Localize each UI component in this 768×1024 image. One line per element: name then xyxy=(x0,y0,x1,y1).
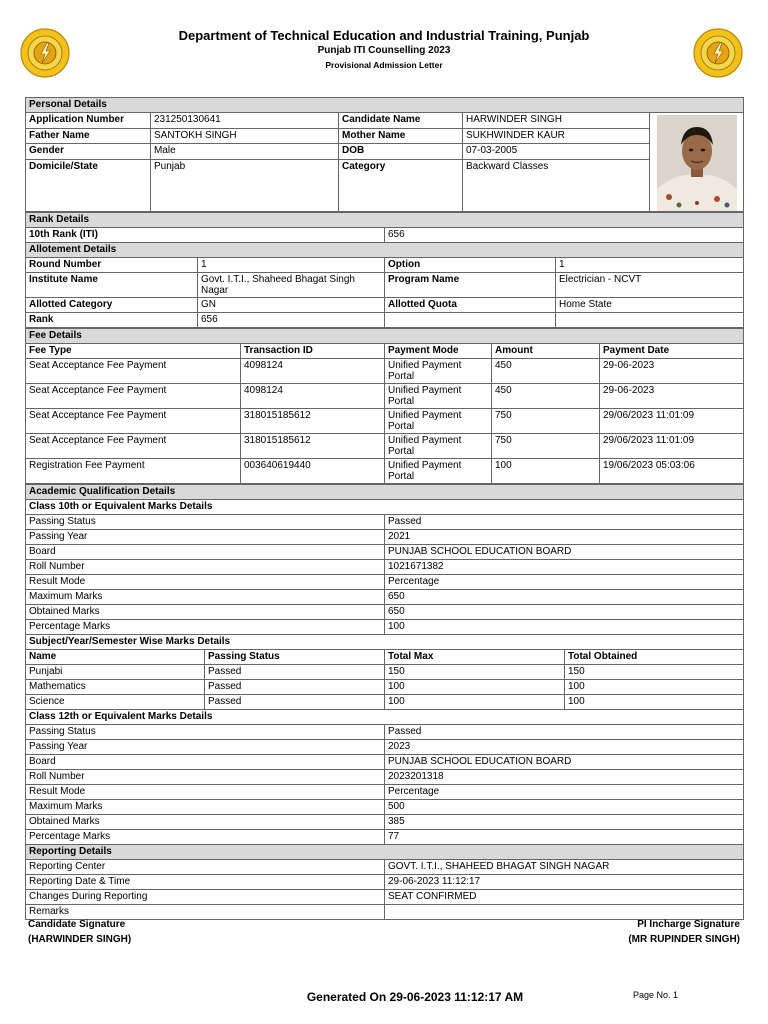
section-fee-details: Fee Details xyxy=(26,329,744,344)
fee-type: Seat Acceptance Fee Payment xyxy=(26,359,241,384)
class12-value: PUNJAB SCHOOL EDUCATION BOARD xyxy=(385,755,744,770)
fee-row xyxy=(26,384,744,409)
section-reporting-details: Reporting Details xyxy=(26,845,744,860)
class12-label: Board xyxy=(26,755,385,770)
payment-date: 29-06-2023 xyxy=(600,384,744,409)
class10-label: Passing Status xyxy=(26,515,385,530)
class10-row xyxy=(26,575,744,590)
transaction-id-header: Transaction ID xyxy=(241,344,385,359)
gender-label: Gender xyxy=(26,144,151,160)
personal-details-table xyxy=(25,97,744,212)
page-number: Page No. 1 xyxy=(633,990,679,1000)
payment-mode: Unified Payment Portal xyxy=(385,459,492,484)
punjab-seal-icon xyxy=(693,28,743,78)
class12-value: 2023 xyxy=(385,740,744,755)
class10-value: 2021 xyxy=(385,530,744,545)
fee-row xyxy=(26,459,744,484)
subject-obtained: 100 xyxy=(565,680,744,695)
reporting-label: Reporting Date & Time xyxy=(26,875,385,890)
tenth-rank-value: 656 xyxy=(385,228,744,243)
application-number-value: 231250130641 xyxy=(151,113,339,129)
payment-mode: Unified Payment Portal xyxy=(385,359,492,384)
class12-row xyxy=(26,755,744,770)
class10-label: Board xyxy=(26,545,385,560)
class12-row xyxy=(26,830,744,845)
section-academic-details: Academic Qualification Details xyxy=(26,485,744,500)
subject-max-header: Total Max xyxy=(385,650,565,665)
class10-row xyxy=(26,605,744,620)
class12-value: 2023201318 xyxy=(385,770,744,785)
reporting-label: Reporting Center xyxy=(26,860,385,875)
counselling-subtitle: Punjab ITI Counselling 2023 xyxy=(317,45,451,56)
class10-row xyxy=(26,515,744,530)
subject-row xyxy=(26,695,744,710)
class12-value: 500 xyxy=(385,800,744,815)
allotted-category-label: Allotted Category xyxy=(26,298,198,313)
payment-mode: Unified Payment Portal xyxy=(385,384,492,409)
program-name-value: Electrician - NCVT xyxy=(556,273,744,298)
option-value: 1 xyxy=(556,258,744,273)
class10-label: Percentage Marks xyxy=(26,620,385,635)
domicile-value: Punjab xyxy=(151,159,339,211)
subject-max: 100 xyxy=(385,695,565,710)
subject-marks-title: Subject/Year/Semester Wise Marks Details xyxy=(26,635,744,650)
payment-date: 19/06/2023 05:03:06 xyxy=(600,459,744,484)
category-value: Backward Classes xyxy=(463,159,650,211)
allotment-rank-label: Rank xyxy=(26,313,198,328)
candidate-signature-name: (HARWINDER SINGH) xyxy=(28,934,132,945)
fee-type: Registration Fee Payment xyxy=(26,459,241,484)
allotted-quota-value: Home State xyxy=(556,298,744,313)
class10-title: Class 10th or Equivalent Marks Details xyxy=(26,500,744,515)
fee-row xyxy=(26,359,744,384)
class12-row xyxy=(26,800,744,815)
reporting-row xyxy=(26,860,744,875)
class10-label: Obtained Marks xyxy=(26,605,385,620)
admission-letter-body xyxy=(25,97,743,920)
father-name-value: SANTOKH SINGH xyxy=(151,128,339,144)
subject-obtained: 150 xyxy=(565,665,744,680)
mother-name-value: SUKHWINDER KAUR xyxy=(463,128,650,144)
mother-name-label: Mother Name xyxy=(339,128,463,144)
payment-mode-header: Payment Mode xyxy=(385,344,492,359)
payment-date-header: Payment Date xyxy=(600,344,744,359)
candidate-photo-cell xyxy=(650,113,744,212)
class12-label: Passing Year xyxy=(26,740,385,755)
payment-date: 29-06-2023 xyxy=(600,359,744,384)
class10-label: Result Mode xyxy=(26,575,385,590)
round-number-label: Round Number xyxy=(26,258,198,273)
class12-row xyxy=(26,770,744,785)
fee-type-header: Fee Type xyxy=(26,344,241,359)
transaction-id: 318015185612 xyxy=(241,434,385,459)
class12-title: Class 12th or Equivalent Marks Details xyxy=(26,710,744,725)
class12-label: Roll Number xyxy=(26,770,385,785)
class12-label: Maximum Marks xyxy=(26,800,385,815)
dob-label: DOB xyxy=(339,144,463,160)
reporting-row xyxy=(26,875,744,890)
subject-status: Passed xyxy=(205,665,385,680)
reporting-value: 29-06-2023 11:12:17 xyxy=(385,875,744,890)
section-allotment-details: Allotement Details xyxy=(26,243,744,258)
class10-row xyxy=(26,545,744,560)
class12-value: 77 xyxy=(385,830,744,845)
option-label: Option xyxy=(385,258,556,273)
section-rank-details: Rank Details xyxy=(26,213,744,228)
class12-label: Obtained Marks xyxy=(26,815,385,830)
letter-title: Provisional Admission Letter xyxy=(325,60,443,70)
pi-signature-block xyxy=(628,917,740,947)
domicile-label: Domicile/State xyxy=(26,159,151,211)
subject-obtained: 100 xyxy=(565,695,744,710)
allotted-quota-label: Allotted Quota xyxy=(385,298,556,313)
transaction-id: 4098124 xyxy=(241,384,385,409)
subject-row xyxy=(26,665,744,680)
reporting-row xyxy=(26,890,744,905)
subject-name: Mathematics xyxy=(26,680,205,695)
class10-value: Percentage xyxy=(385,575,744,590)
class10-row xyxy=(26,530,744,545)
subject-status: Passed xyxy=(205,680,385,695)
class10-label: Maximum Marks xyxy=(26,590,385,605)
pi-signature-label: PI Incharge Signature xyxy=(637,919,740,930)
class12-row xyxy=(26,725,744,740)
department-title: Department of Technical Education and Industrial Training, Punjab xyxy=(178,28,590,43)
subject-name-header: Name xyxy=(26,650,205,665)
empty-cell xyxy=(556,313,744,328)
class10-label: Roll Number xyxy=(26,560,385,575)
class10-value: Passed xyxy=(385,515,744,530)
rank-allotment-table xyxy=(25,212,744,328)
reporting-label: Changes During Reporting xyxy=(26,890,385,905)
payment-mode: Unified Payment Portal xyxy=(385,434,492,459)
transaction-id: 4098124 xyxy=(241,359,385,384)
class10-value: 650 xyxy=(385,605,744,620)
section-personal-details: Personal Details xyxy=(26,98,744,113)
candidate-signature-label: Candidate Signature xyxy=(28,919,126,930)
letter-header xyxy=(0,0,768,92)
transaction-id: 318015185612 xyxy=(241,409,385,434)
fee-row xyxy=(26,409,744,434)
class10-value: PUNJAB SCHOOL EDUCATION BOARD xyxy=(385,545,744,560)
subject-name: Punjabi xyxy=(26,665,205,680)
class12-row xyxy=(26,785,744,800)
amount: 450 xyxy=(492,359,600,384)
program-name-label: Program Name xyxy=(385,273,556,298)
class10-value: 1021671382 xyxy=(385,560,744,575)
subject-max: 100 xyxy=(385,680,565,695)
allotted-category-value: GN xyxy=(198,298,385,313)
amount: 750 xyxy=(492,434,600,459)
payment-mode: Unified Payment Portal xyxy=(385,409,492,434)
academic-details-table xyxy=(25,484,744,920)
subject-status: Passed xyxy=(205,695,385,710)
class12-value: Percentage xyxy=(385,785,744,800)
amount-header: Amount xyxy=(492,344,600,359)
fee-type: Seat Acceptance Fee Payment xyxy=(26,384,241,409)
reporting-value: SEAT CONFIRMED xyxy=(385,890,744,905)
fee-type: Seat Acceptance Fee Payment xyxy=(26,434,241,459)
reporting-label: Remarks xyxy=(26,905,385,920)
institute-name-label: Institute Name xyxy=(26,273,198,298)
candidate-photo xyxy=(657,115,737,211)
payment-date: 29/06/2023 11:01:09 xyxy=(600,434,744,459)
fee-row xyxy=(26,434,744,459)
class12-label: Percentage Marks xyxy=(26,830,385,845)
transaction-id: 003640619440 xyxy=(241,459,385,484)
class12-label: Result Mode xyxy=(26,785,385,800)
dob-value: 07-03-2005 xyxy=(463,144,650,160)
tenth-rank-label: 10th Rank (ITI) xyxy=(26,228,385,243)
category-label: Category xyxy=(339,159,463,211)
class12-label: Passing Status xyxy=(26,725,385,740)
subject-max: 150 xyxy=(385,665,565,680)
pi-signature-name: (MR RUPINDER SINGH) xyxy=(628,934,740,945)
payment-date: 29/06/2023 11:01:09 xyxy=(600,409,744,434)
class12-row xyxy=(26,815,744,830)
class10-row xyxy=(26,560,744,575)
candidate-name-value: HARWINDER SINGH xyxy=(463,113,650,129)
application-number-label: Application Number xyxy=(26,113,151,129)
amount: 450 xyxy=(492,384,600,409)
gender-value: Male xyxy=(151,144,339,160)
class10-label: Passing Year xyxy=(26,530,385,545)
empty-cell xyxy=(385,313,556,328)
class10-value: 650 xyxy=(385,590,744,605)
fee-details-table xyxy=(25,328,744,484)
class12-row xyxy=(26,740,744,755)
amount: 100 xyxy=(492,459,600,484)
allotment-rank-value: 656 xyxy=(198,313,385,328)
subject-status-header: Passing Status xyxy=(205,650,385,665)
amount: 750 xyxy=(492,409,600,434)
class10-row xyxy=(26,590,744,605)
class12-value: 385 xyxy=(385,815,744,830)
reporting-value: GOVT. I.T.I., SHAHEED BHAGAT SINGH NAGAR xyxy=(385,860,744,875)
subject-name: Science xyxy=(26,695,205,710)
generated-on: Generated On 29-06-2023 11:12:17 AM xyxy=(306,990,524,1004)
candidate-name-label: Candidate Name xyxy=(339,113,463,129)
class12-value: Passed xyxy=(385,725,744,740)
institute-name-value: Govt. I.T.I., Shaheed Bhagat Singh Nagar xyxy=(198,273,385,298)
subject-row xyxy=(26,680,744,695)
candidate-signature-block xyxy=(28,917,131,947)
fee-type: Seat Acceptance Fee Payment xyxy=(26,409,241,434)
class10-row xyxy=(26,620,744,635)
father-name-label: Father Name xyxy=(26,128,151,144)
class10-value: 100 xyxy=(385,620,744,635)
subject-obtained-header: Total Obtained xyxy=(565,650,744,665)
round-number-value: 1 xyxy=(198,258,385,273)
